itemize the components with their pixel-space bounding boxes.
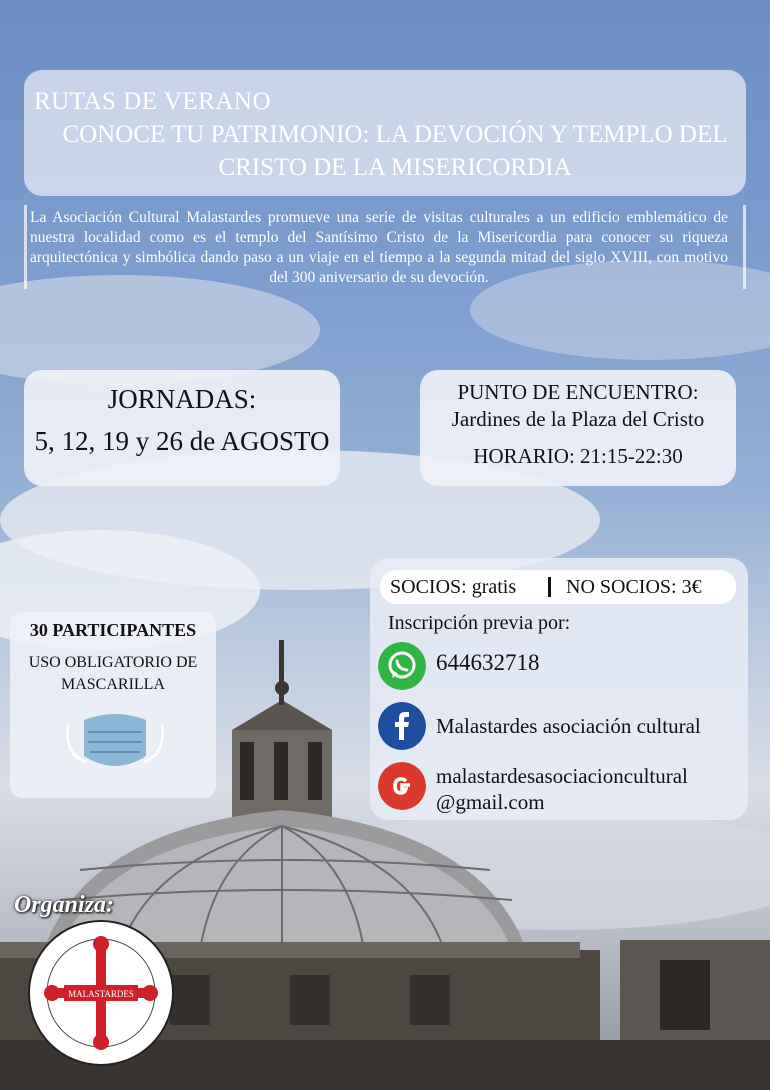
registration-panel [370,558,748,820]
intro-text: La Asociación Cultural Malastardes promueve una serie de visitas culturales a un edificio emblemático de nuestra localidad como es el templo del Santísimo Cristo de la Misericordia para conocer su riqueza arquitectónica y simbólica dando paso a un viaje en el tiempo a la segunda mitad del siglo XVIII, con motivo del 300 aniversario de su devoción. [30,209,728,286]
schedule: HORARIO: 21:15-22:30 [473,444,683,468]
title-panel [24,70,746,196]
email-address-part2: @gmail.com [436,790,545,814]
mask-notice-line2: MASCARILLA [60,676,165,693]
meeting-point-place: Jardines de la Plaza del Cristo [451,407,705,431]
price-non-members: NO SOCIOS: 3€ [566,576,702,598]
registration-label: Inscripción previa por: [388,612,571,634]
face-mask-icon [60,704,170,784]
jornadas-panel [24,370,340,486]
event-title: CONOCE TU PATRIMONIO: LA DEVOCIÓN Y TEMPLO DEL CRISTO DE LA MISERICORDIA [62,121,728,181]
divider [24,205,27,289]
pricing-badge [380,570,736,604]
divider [743,205,746,289]
facebook-page: Malastardes asociación cultural [436,714,701,738]
logo-name: MALASTARDES [68,989,134,999]
meeting-point-heading: PUNTO DE ENCUENTRO: [457,380,699,404]
jornadas-dates: 5, 12, 19 y 26 de AGOSTO [34,426,330,456]
divider [548,577,551,597]
jornadas-heading: JORNADAS: [107,384,257,414]
google-icon [378,762,426,810]
mask-notice [10,652,216,696]
event-series-title: RUTAS DE VERANO [34,88,271,115]
participants-panel [10,612,216,798]
whatsapp-icon [378,642,426,690]
mask-notice-line1: USO OBLIGATORIO DE [28,654,198,671]
participants-count: 30 PARTICIPANTES [29,620,197,640]
organizer-label: Organiza: [14,892,115,918]
malastardes-logo [26,918,176,1068]
whatsapp-number: 644632718 [436,650,540,675]
price-members: SOCIOS: gratis [390,576,517,598]
facebook-icon [378,702,426,750]
email-address-part1: malastardesasociacioncultural [436,764,688,788]
meeting-point-panel [420,370,736,486]
